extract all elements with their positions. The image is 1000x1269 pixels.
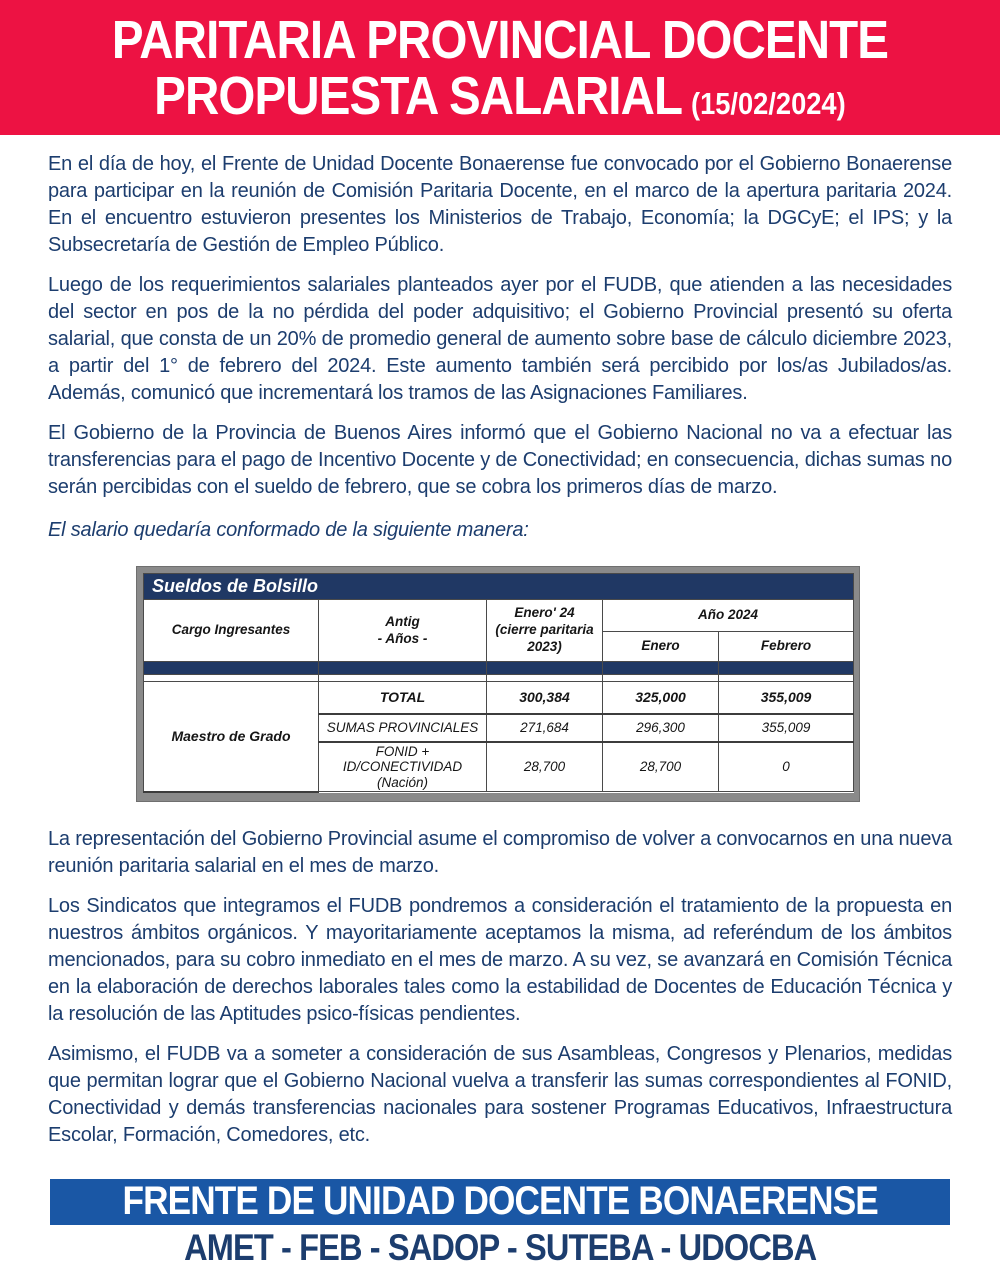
header-enero24-line1: Enero' 24 [514, 605, 575, 621]
title-banner [0, 0, 1000, 135]
total-febrero: 355,009 [719, 682, 854, 714]
spacer-cell [144, 675, 319, 682]
title-date: (15/02/2024) [691, 86, 846, 121]
title-line-2-text: PROPUESTA SALARIAL [154, 66, 683, 126]
table-title-row [144, 574, 854, 600]
spacer-cell [603, 675, 719, 682]
header-enero24 [487, 600, 603, 662]
header-antig-line2: - Años - [377, 630, 428, 646]
total-label: TOTAL [319, 682, 487, 714]
sumas-label: SUMAS PROVINCIALES [319, 714, 487, 742]
unions-line [0, 1227, 1000, 1269]
footer-banner-text: FRENTE DE UNIDAD DOCENTE BONAERENSE [122, 1179, 878, 1224]
sumas-enero24: 271,684 [487, 714, 603, 742]
table-separator-band [144, 662, 854, 675]
header-enero24-line3: 2023) [527, 638, 562, 654]
total-enero24: 300,384 [487, 682, 603, 714]
table-row-total [144, 682, 854, 714]
salary-table-frame [136, 566, 860, 802]
table-spacer-row [144, 675, 854, 682]
spacer-cell [487, 675, 603, 682]
body-content [0, 135, 1000, 1149]
title-line-1-text: PARITARIA PROVINCIAL DOCENTE [111, 10, 889, 70]
paragraph-6: Asimismo, el FUDB va a someter a consideración de sus Asambleas, Congresos y Plenarios, medidas que permitan lograr que el Gobierno Nacional vuelva a transferir las sumas correspondientes al FONID, Conectividad y demás transferencias nacionales para sostener Programas Educativos, Infraestructura Escolar, Formación, Comedores, etc. [48, 1042, 952, 1146]
sumas-enero: 296,300 [603, 714, 719, 742]
header-antig-line1: Antig [385, 613, 420, 629]
footer [0, 1179, 1000, 1269]
title-line-2-wrap [154, 68, 846, 132]
salary-table [143, 573, 854, 793]
fonid-enero: 28,700 [603, 742, 719, 792]
paragraph-3: El Gobierno de la Provincia de Buenos Aires informó que el Gobierno Nacional no va a efectuar las transferencias para el pago de Incentivo Docente y de Conectividad; en consecuencia, dichas sumas no serán percibidas con el sueldo de febrero, que se cobra los primeros días de marzo. [48, 422, 952, 498]
paragraph-2: Luego de los requerimientos salariales planteados ayer por el FUDB, que atienden a las necesidades del sector en pos de la no pérdida del poder adquisitivo; el Gobierno Provincial presentó su oferta salarial, que consta de un 20% de promedio general de aumento sobre base de cálculo diciembre 2023, a partir del 1° de febrero del 2024. Este aumento también será percibido por los/as Jubilados/as. Además, comunicó que incrementará los tramos de las Asignaciones Familiares. [48, 274, 952, 404]
spacer-cell [319, 675, 487, 682]
fonid-label [319, 742, 487, 792]
unions-text: AMET - FEB - SADOP - SUTEBA - UDOCBA [183, 1226, 817, 1268]
title-line-1 [0, 12, 1000, 68]
band-cell [319, 662, 487, 675]
table-intro-line: El salario quedaría conformado de la siguiente manera: [48, 519, 529, 541]
fonid-label-line1: FONID + ID/CONECTIVIDAD [342, 743, 463, 775]
spacer-cell [719, 675, 854, 682]
header-antiguedad [319, 600, 487, 662]
header-febrero: Febrero [719, 632, 854, 662]
footer-banner [50, 1179, 950, 1225]
paragraph-5: Los Sindicatos que integramos el FUDB pondremos a consideración el tratamiento de la propuesta en nuestros ámbitos orgánicos. Y mayoritariamente aceptamos la misma, ad referéndum de los ámbitos mencionados, para su cobro inmediato en el mes de marzo. A su vez, se avanzará en Comisión Técnica en la elaboración de derechos laborales tales como la estabilidad de Docentes de Educación Técnica y la resolución de las Aptitudes psico-físicas pendientes. [48, 894, 952, 1025]
band-cell [487, 662, 603, 675]
paragraph-1: En el día de hoy, el Frente de Unidad Docente Bonaerense fue convocado por el Gobierno Bonaerense para participar en la reunión de Comisión Paritaria Docente, en el marco de la apertura paritaria 2024. En el encuentro estuvieron presentes los Ministerios de Trabajo, Economía; la DGCyE; el IPS; y la Subsecretaría de Gestión de Empleo Público. [48, 153, 952, 256]
header-cargo: Cargo Ingresantes [144, 600, 319, 662]
table-header-row [144, 600, 854, 632]
header-enero24-line2: (cierre paritaria [495, 622, 594, 638]
fonid-label-line2: (Nación) [376, 774, 428, 790]
fonid-febrero: 0 [719, 742, 854, 792]
band-cell [719, 662, 854, 675]
table-title: Sueldos de Bolsillo [144, 574, 854, 600]
band-cell [144, 662, 319, 675]
total-enero: 325,000 [603, 682, 719, 714]
band-cell [603, 662, 719, 675]
fonid-enero24: 28,700 [487, 742, 603, 792]
sumas-febrero: 355,009 [719, 714, 854, 742]
header-anio-2024: Año 2024 [603, 600, 854, 632]
title-line-2 [0, 68, 1000, 132]
paragraph-4: La representación del Gobierno Provincial asume el compromiso de volver a convocarnos en una nueva reunión paritaria salarial en el mes de marzo. [48, 827, 952, 877]
header-enero: Enero [603, 632, 719, 662]
row-label-maestro: Maestro de Grado [144, 682, 319, 792]
